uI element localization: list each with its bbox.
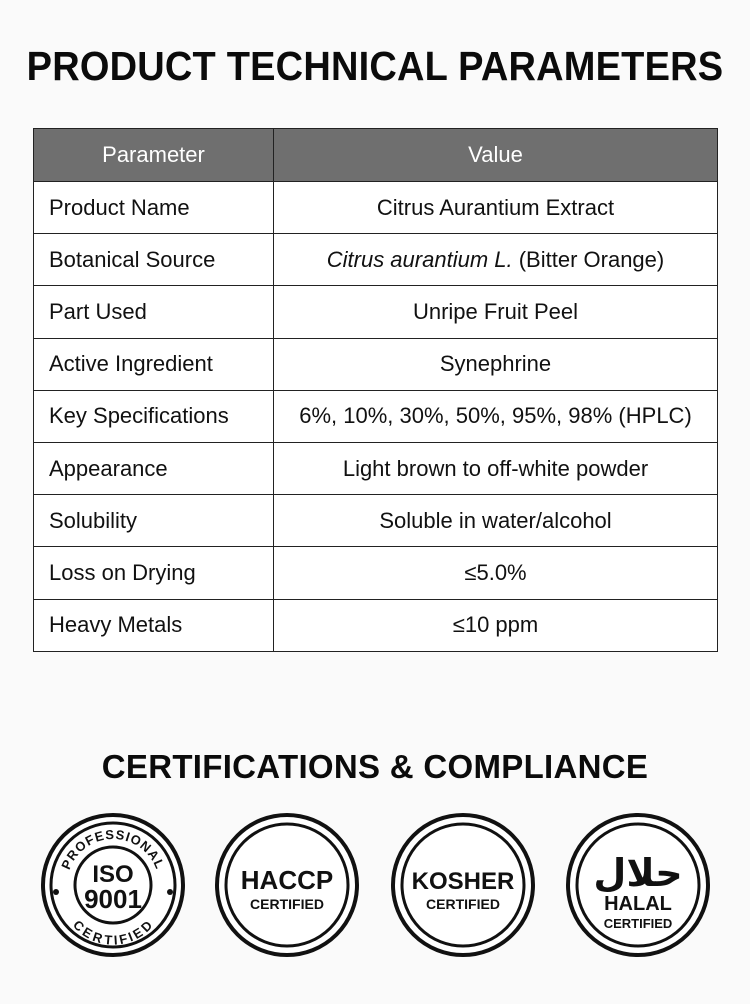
parameter-cell: Active Ingredient [34,338,274,390]
column-header-value: Value [274,129,718,182]
certifications-title: CERTIFICATIONS & COMPLIANCE [101,748,649,785]
haccp-seal-icon [214,812,360,958]
iso-top-arc: PROFESSIONAL [58,826,168,872]
parameter-cell: Botanical Source [34,234,274,286]
halal-seal-icon [565,812,711,958]
certification-badges [0,812,750,962]
parameter-cell: Appearance [34,442,274,494]
value-cell: Synephrine [274,338,718,390]
kosher-seal-icon [390,812,536,958]
haccp-line1: HACCP [240,865,334,895]
kosher-line1: KOSHER [411,868,515,895]
parameter-cell: Product Name [34,182,274,234]
halal-arabic: حلال [593,851,683,895]
table-row [34,599,718,651]
value-cell: Citrus Aurantium Extract [274,182,718,234]
parameter-cell: Solubility [34,495,274,547]
iso-bottom-arc: CERTIFIED [70,917,156,948]
value-cell: Light brown to off-white powder [274,442,718,494]
table-row [34,286,718,338]
value-cell [274,234,718,286]
parameter-cell: Part Used [34,286,274,338]
value-cell: ≤5.0% [274,547,718,599]
kosher-line2: CERTIFIED [426,896,500,912]
table-row [34,547,718,599]
halal-line1: HALAL [604,893,672,915]
botanical-name: Citrus aurantium L. [326,246,513,272]
haccp-line2: CERTIFIED [250,896,324,912]
iso-line1: ISO [92,861,134,888]
parameters-table [33,128,718,652]
iso-line2: 9001 [84,884,142,914]
parameter-cell: Heavy Metals [34,599,274,651]
table-row [34,182,718,234]
common-name: (Bitter Orange) [518,246,665,272]
column-header-parameter: Parameter [34,129,274,182]
table-row [34,338,718,390]
parameter-cell: Key Specifications [34,390,274,442]
table-row [34,234,718,286]
table-header-row [34,129,718,182]
table-row [34,495,718,547]
value-cell: 6%, 10%, 30%, 50%, 95%, 98% (HPLC) [274,390,718,442]
table-row [34,390,718,442]
parameter-cell: Loss on Drying [34,547,274,599]
value-cell: ≤10 ppm [274,599,718,651]
halal-line2: CERTIFIED [603,916,673,931]
page-title: PRODUCT TECHNICAL PARAMETERS [26,44,724,90]
value-cell: Unripe Fruit Peel [274,286,718,338]
iso-9001-seal-icon [40,812,186,958]
value-cell: Soluble in water/alcohol [274,495,718,547]
table-row [34,442,718,494]
